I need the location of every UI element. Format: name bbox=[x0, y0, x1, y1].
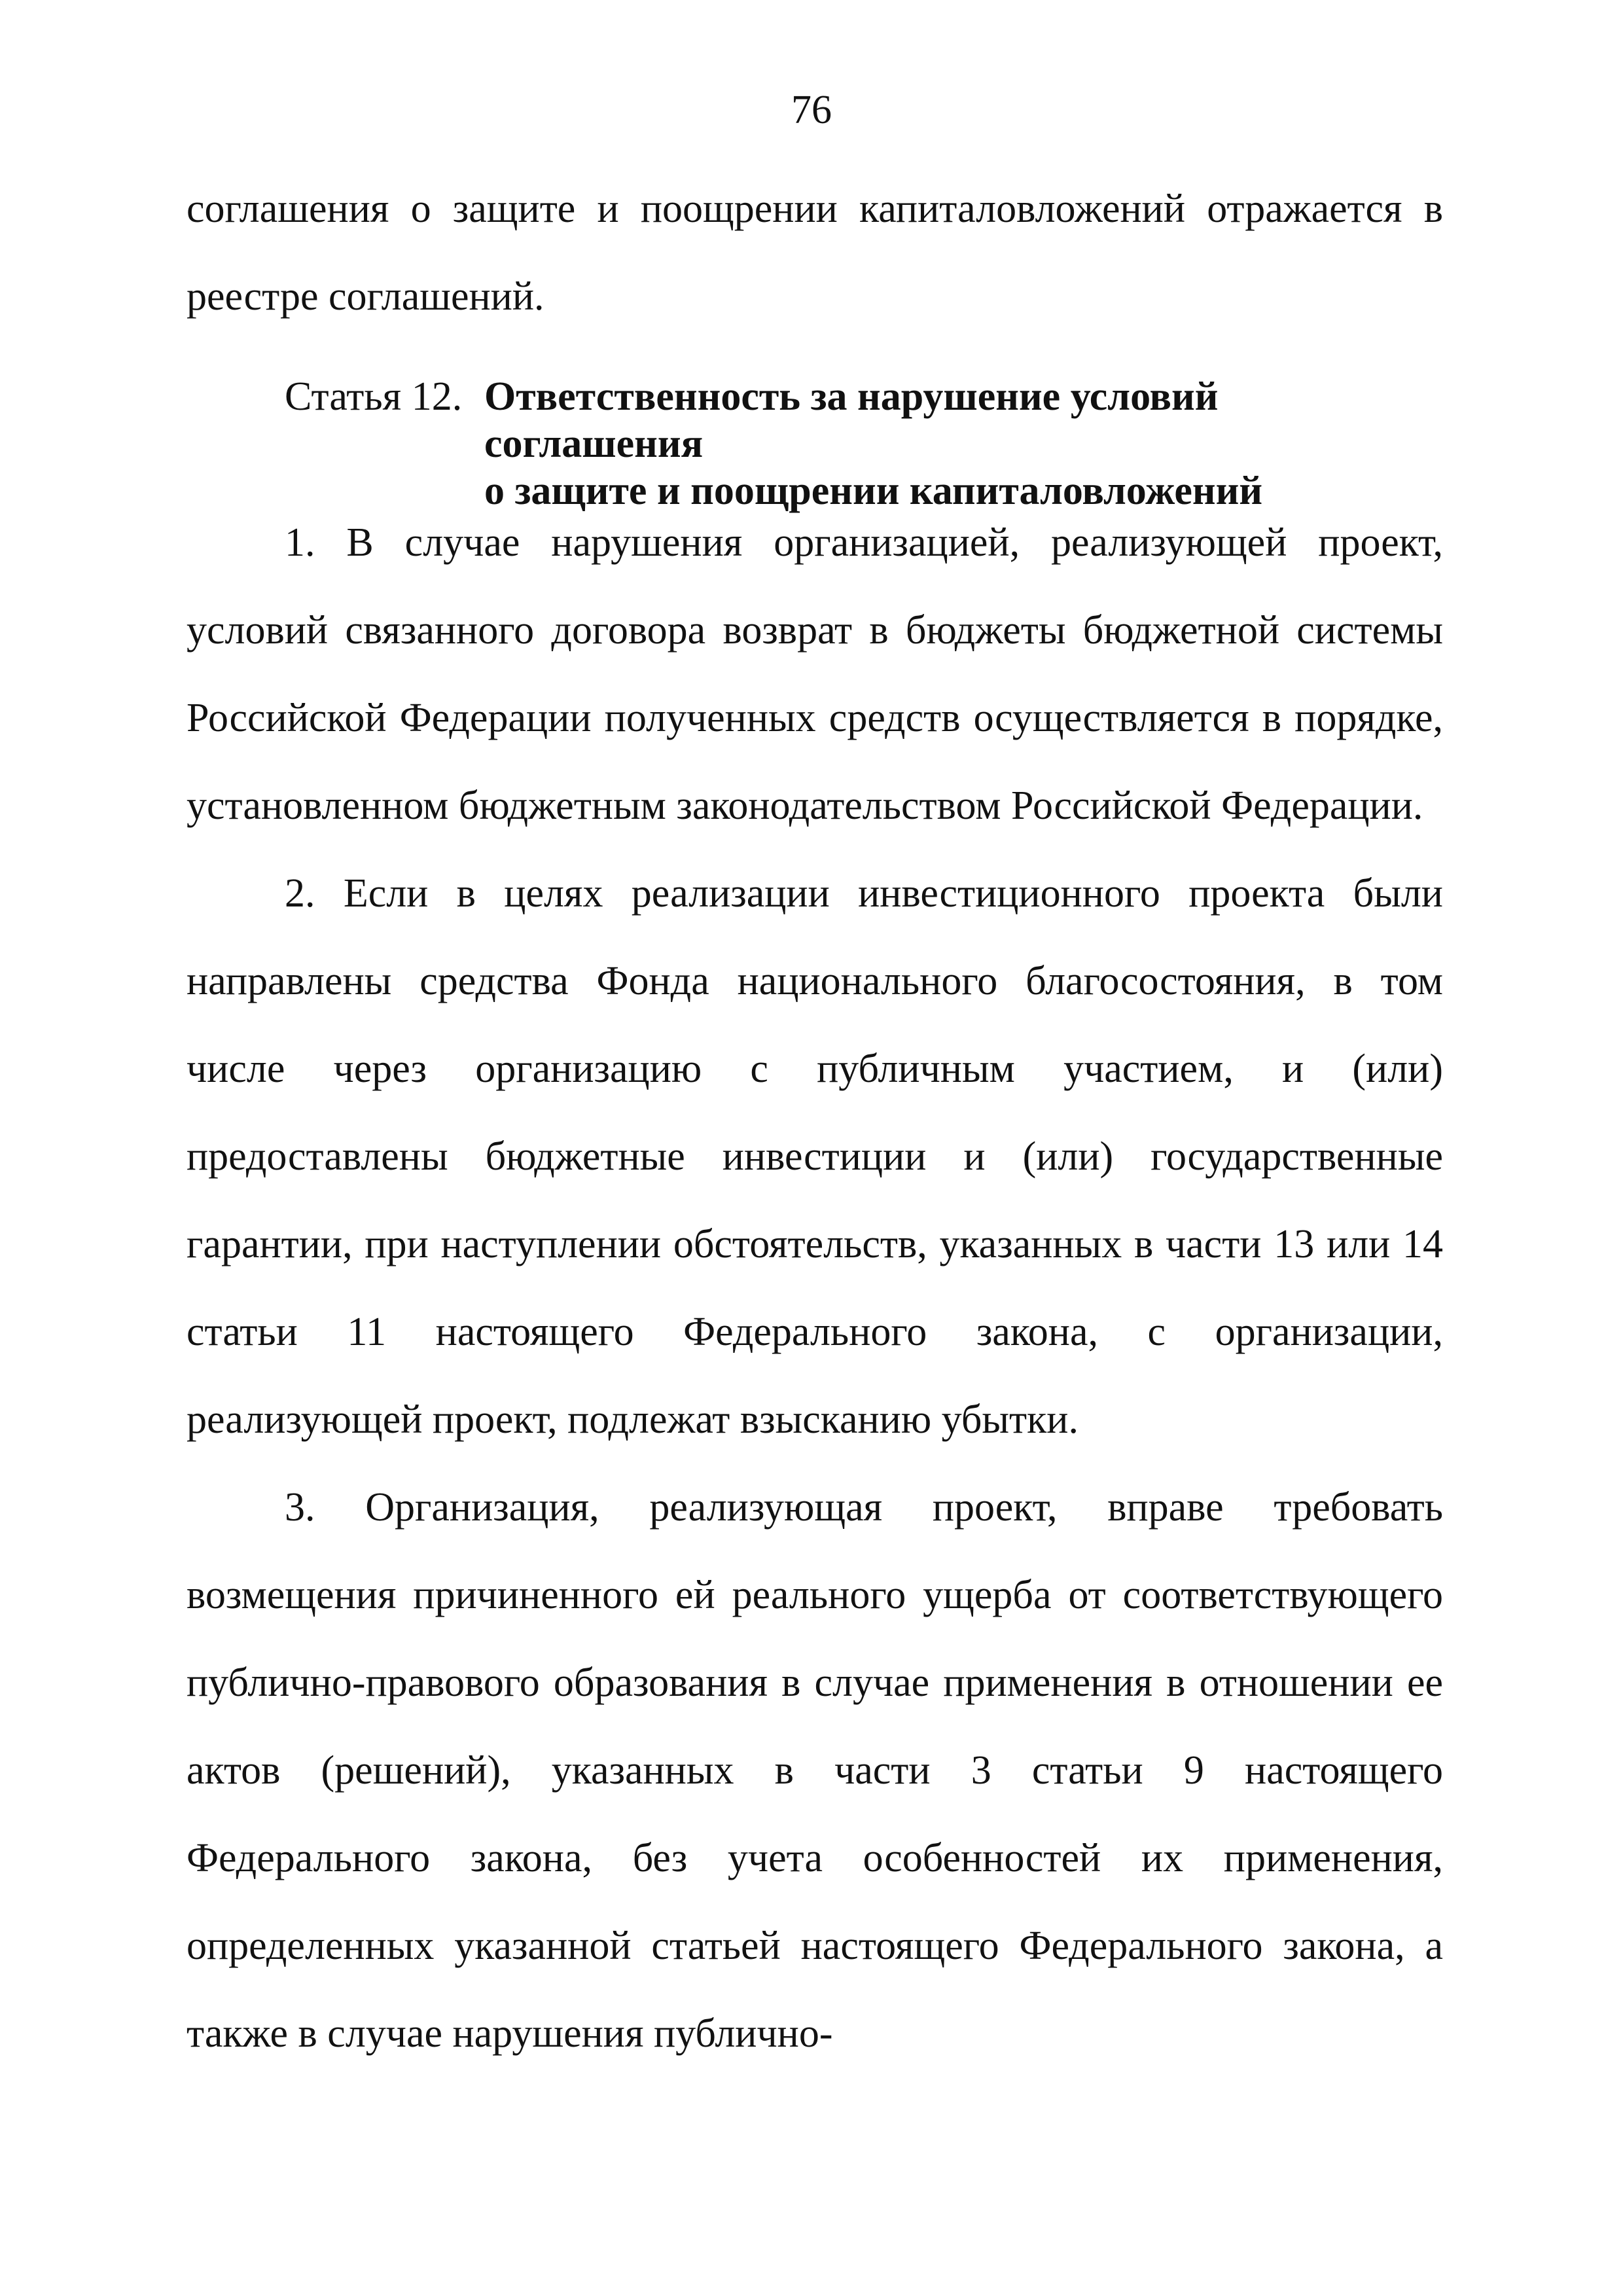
article-body bbox=[187, 499, 1443, 2077]
continuation-text: соглашения о защите и поощрении капиталовложений отражается в реестре соглашений. bbox=[187, 187, 1443, 319]
article-title bbox=[484, 373, 1440, 514]
article-title-line-2: о защите и поощрении капиталовложений bbox=[484, 469, 1263, 513]
paragraph-1: 1. В случае нарушения организацией, реализующей проект, условий связанного договора возврат в бюджеты бюджетной системы Российской Федерации полученных средств осуществляется в порядке, установленном бюджетным законодательством Российской Федерации. bbox=[187, 520, 1443, 828]
article-label: Статья 12. bbox=[285, 374, 463, 419]
paragraph-3: 3. Организация, реализующая проект, вправе требовать возмещения причиненного ей реального ущерба от соответствующего публично-правового образования в случае применения в отношении ее актов (решений), указанных в части 3 статьи 9 настоящего Федерального закона, без учета особенностей их применения, определенных указанной статьей настоящего Федерального закона, а также в случае нарушения публично- bbox=[187, 1485, 1443, 2056]
page-number: 76 bbox=[791, 88, 832, 132]
article-title-line-1: Ответственность за нарушение условий соглашения bbox=[484, 374, 1219, 466]
continuation-paragraph bbox=[187, 165, 1443, 340]
paragraph-2: 2. Если в целях реализации инвестиционного проекта были направлены средства Фонда национального благосостояния, в том числе через организацию с публичным участием, и (или) предоставлены бюджетные инвестиции и (или) государственные гарантии, при наступлении обстоятельств, указанных в части 13 или 14 статьи 11 настоящего Федерального закона, с организации, реализующей проект, подлежат взысканию убытки. bbox=[187, 871, 1443, 1442]
